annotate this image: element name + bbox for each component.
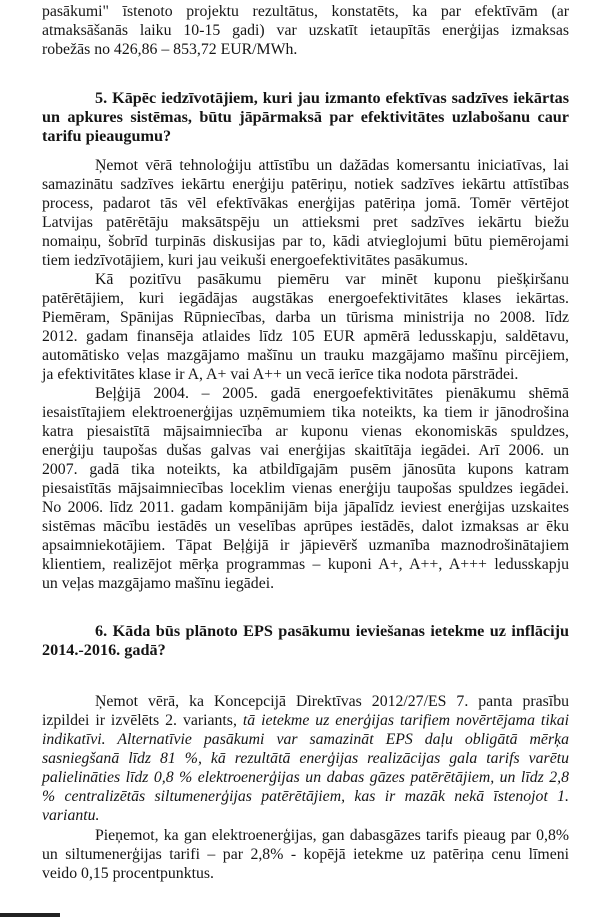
q6-paragraph-line: veido 0,15 procentpunktus. bbox=[42, 865, 214, 882]
q6-paragraph-line: Ņemot vērā, ka Koncepcijā Direktīvas 2012/27/ES 7. panta prasību bbox=[95, 693, 569, 710]
intro-line: pasākumi" īstenoto projektu rezultātus, konstatēts, ka par efektīvām (ar bbox=[42, 3, 569, 20]
q5-paragraph-line: Latvijas patērētāju maksātspēju un attieksmi pret sadzīves iekārtu biežu bbox=[42, 214, 569, 231]
q5-paragraph-line: iesaistītajiem elektroenerģijas uzņēmumiem tika noteikts, ka tiem ir jānodrošina bbox=[42, 404, 569, 421]
q5-paragraph-line: samazinātu sadzīves iekārtu enerģiju patēriņu, notiek sadzīves iekārtu attīstības bbox=[42, 176, 569, 193]
q5-paragraph-line: Beļģijā 2004. – 2005. gadā energoefektivitātes pienākumu shēmā bbox=[95, 385, 569, 402]
q6-heading: 6. Kāda būs plānoto EPS pasākumu ieviešanas ietekme uz inflāciju bbox=[95, 622, 569, 640]
q5-paragraph-line: 2007. gadā tika noteikts, ka atbildīgajām pusēm jānosūta kupons katram bbox=[42, 461, 569, 478]
q6-plain-text: izpildei ir izvēlēts 2. variants, bbox=[42, 712, 237, 729]
q5-paragraph-line: ja efektivitātes klase ir A, A+ vai A++ un vecā ierīce tika nodota pārstrādei. bbox=[42, 366, 519, 383]
q5-paragraph-line: Piemēram, Spānijas Rūpniecības, darba un tūrisma ministrija no 2008. līdz bbox=[42, 309, 569, 326]
q5-paragraph-line: patērētājiem, kuri iegādājas augstākas energoefektivitātes klases iekārtas. bbox=[42, 290, 569, 307]
q5-paragraph-line: Kā pozitīvu pasākumu piemēru var minēt kuponu piešķiršanu bbox=[95, 271, 569, 288]
q5-paragraph-line: tiem iedzīvotājiem, kuri jau veikuši energoefektivitātes pasākumus. bbox=[42, 252, 469, 269]
q6-italic-line: indikatīvi. Alternatīvie pasākumi var samazināt EPS daļu obligātā mērķa bbox=[42, 731, 569, 748]
q6-italic-text: tā ietekme uz enerģijas tarifiem novērtējama tikai bbox=[236, 712, 570, 729]
q6-paragraph-line: un siltumenerģijas tarifi – par 2,8% - kopējā ietekme uz patēriņa cenu līmeni bbox=[42, 846, 569, 863]
q5-paragraph-line: katra piesaistītā mājsaimniecība ar kuponu vienas ekonomiskās spuldzes, bbox=[42, 423, 569, 440]
intro-line: robežās no 426,86 – 853,72 EUR/MWh. bbox=[42, 41, 298, 58]
q5-paragraph-line: enerģiju taupošas dušas galvas vai enerģijas skaitītāja iegādei. Arī 2006. un bbox=[42, 442, 569, 459]
q5-paragraph-line: automātisko veļas mazgājamo mašīnu un trauku mazgājamo mašīnu pircējiem, bbox=[42, 347, 569, 364]
q5-paragraph-line: 2012. gadam finansēja atlaides līdz 105 EUR apmērā ledusskapju, saldētavu, bbox=[42, 328, 569, 345]
q5-paragraph-line: un veļas mazgājamo mašīnu iegādei. bbox=[42, 575, 275, 592]
q5-heading: un apkures sistēmas, būtu jāpārmaksā par efektivitātes uzlabošanu caur bbox=[42, 108, 569, 126]
q6-italic-line: palielināties līdz 0,8 % elektroenerģijas un dabas gāzes patērētājiem, un līdz 2,8 bbox=[42, 769, 569, 786]
q5-paragraph-line: nomaiņu, šobrīd turpinās diskusijas par to, kādi atvieglojumi būtu piemērojami bbox=[42, 233, 569, 250]
q5-paragraph-line: Ņemot vērā tehnoloģiju attīstību un dažādas komersantu iniciatīvas, lai bbox=[95, 157, 569, 174]
q6-italic-line: variantu. bbox=[42, 807, 100, 824]
q5-paragraph-line: klientiem, realizējot mērķa programmas – kuponi A+, A++, A+++ ledusskapju bbox=[42, 556, 569, 573]
q5-paragraph-line: process, padarot tās vēl efektīvākas enerģijas patēriņa jomā. Tomēr vērtējot bbox=[42, 195, 569, 212]
q5-heading: tarifu pieaugumu? bbox=[42, 127, 172, 145]
q6-paragraph-line bbox=[42, 711, 569, 730]
page-edge-mark bbox=[0, 913, 60, 917]
q5-paragraph-line: sistēmas mācību iestādēs un veselības aprūpes iestādēs, dalot izmaksas ar ēku bbox=[42, 518, 569, 535]
intro-line: atmaksāšanās laiku 10-15 gadi) var uzskatīt ietaupītās enerģijas izmaksas bbox=[42, 22, 569, 39]
q6-heading: 2014.-2016. gadā? bbox=[42, 641, 166, 659]
q6-paragraph-line: Pieņemot, ka gan elektroenerģijas, gan dabasgāzes tarifs pieaug par 0,8% bbox=[95, 827, 569, 844]
q5-paragraph-line: apsaimniekotājiem. Tāpat Beļģijā ir jāpievērš uzmanība maznodrošinātajiem bbox=[42, 537, 569, 554]
q6-italic-line: sasniegšanā līdz 81 %, kā rezultātā enerģijas realizācijas gala tarifs varētu bbox=[42, 750, 569, 767]
q5-paragraph-line: No 2006. līdz 2011. gadam kompānijām bija jāpalīdz ieviest enerģijas uzskaites bbox=[42, 499, 569, 516]
q6-italic-line: % centralizētās siltumenerģijas patērētājiem, kas ir mazāk nekā īstenojot 1. bbox=[42, 788, 569, 805]
q5-paragraph-line: piesaistītās mājsaimniecības loceklim vienas enerģiju taupošas spuldzes iegādei. bbox=[42, 480, 569, 497]
q5-heading: 5. Kāpēc iedzīvotājiem, kuri jau izmanto efektīvas sadzīves iekārtas bbox=[95, 89, 569, 107]
